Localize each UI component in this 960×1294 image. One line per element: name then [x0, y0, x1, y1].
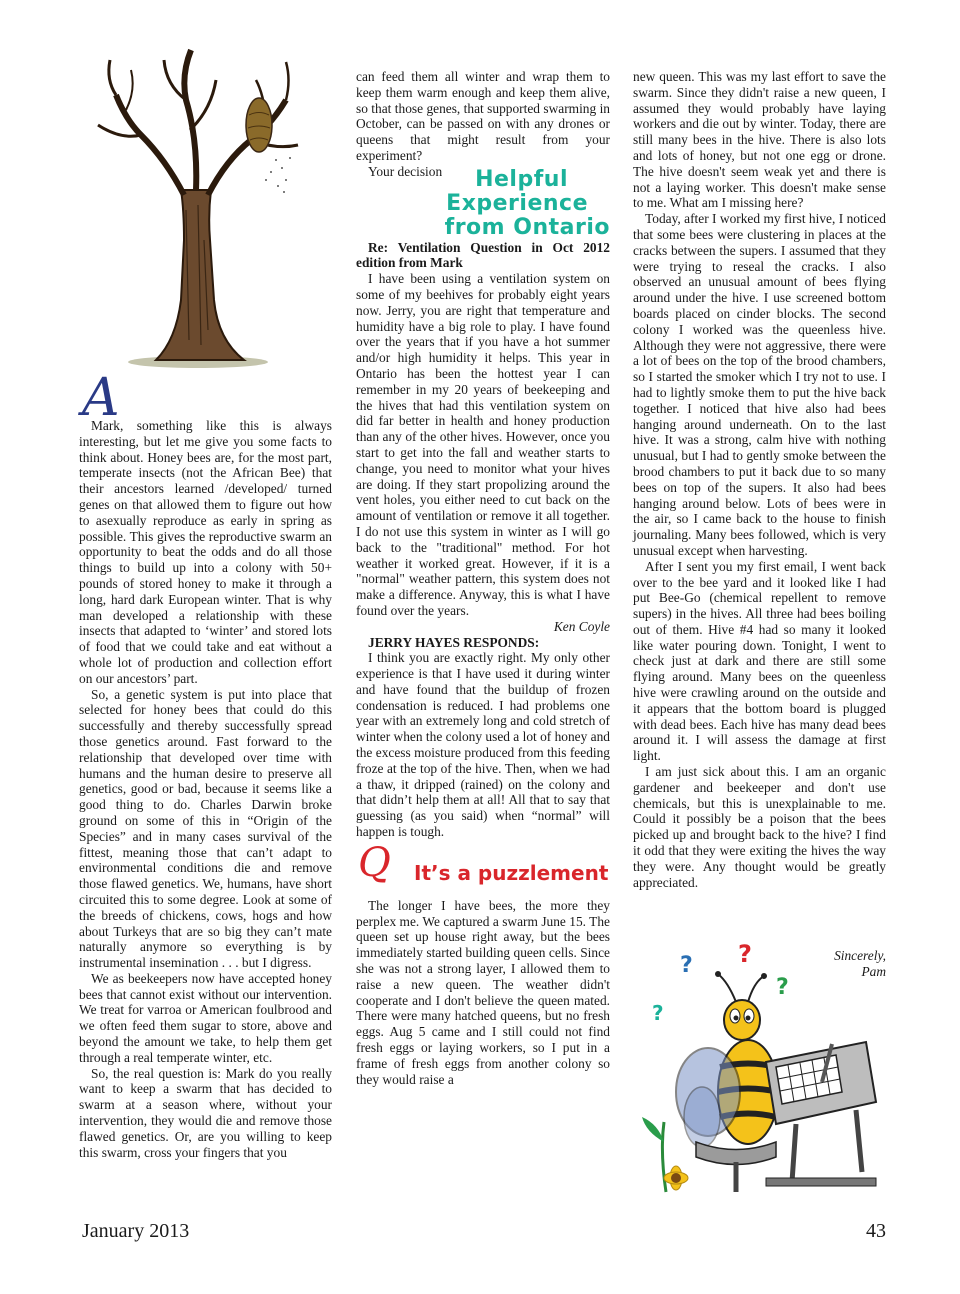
question-text: The longer I have bees, the more they perplex me. We captured a swarm June 15. The queen set up house right away, but the bees immediately started building queen cells. Since she was not a strong layer, I allowed them to raise a new queen. The weather didn't cooperate and I don't believe the queen mated. There were many hatched queens, but no fresh eggs. Aug 5 came and I still could not find fresh eggs or laying workers, so I put in a frame of fresh eggs from another colony so they would raise a — [356, 897, 610, 1087]
paragraph: So, the real question is: Mark do you really want to keep a swarm that has decided to swarm at a season where, without your intervention, they would die and remove those flawed genetics. Or, are you willing to keep this swarm, cross your fingers that you — [79, 1065, 332, 1160]
q-letter: Q — [358, 839, 391, 886]
response-text: I think you are exactly right. My only other experience is that I have used it during winter and have found that the buildup of frozen condensation is reduced. I had problems one year with an extremely long and cold stretch of winter when the colony used a lot of honey and the excess moisture produced from this feeding froze at the top of the hive. Then, when we had a thaw, it dripped (rained) on the colony and that didn’t help them at all! All that to say that guessing (as you said) when “normal” will happen is tough. — [356, 650, 610, 840]
svg-text:?: ? — [652, 1001, 664, 1025]
heading-line: Helpful — [475, 166, 568, 192]
puzzlement-heading — [356, 839, 610, 896]
paragraph: I am just sick about this. I am an organic gardener and beekeeper and don't use chemicals, but this is unexplainable to me. Could it possibly be a poison that the bees picked up and brought back to the hive? I find it odd that they were exiting the hives the way they were. Any thought would be greatly appreciated. — [633, 764, 886, 890]
closing-name: Pam — [861, 964, 886, 979]
drop-cap: A — [82, 368, 120, 428]
q-heading: It’s a puzzlement — [414, 860, 609, 885]
paragraph: new queen. This was my last effort to save the swarm. Since they didn't raise a new queen, I assumed they would probably have laying workers and die out by winter. Today, there are still many bees in the hive. There is also lots and lots of honey, but not one egg or drone. The hive doesn't seem weak yet and there is not a laying worker. This doesn't make sense to me. What am I missing here? — [633, 69, 886, 211]
column-2 — [356, 69, 610, 1087]
heading-line: Experience — [446, 190, 588, 216]
svg-text:?: ? — [680, 953, 693, 978]
paragraph: We as beekeepers now have accepted honey bees that cannot exist without our intervention. We treat for varroa or American foulbrood and we often feed them sugar to store, above and beyond the amount we take, to help them get through a real temperate winter, etc. — [79, 970, 332, 1065]
confused-bee-illustration — [636, 942, 888, 1204]
page-number: 43 — [866, 1220, 886, 1242]
paragraph: Your decision — [368, 163, 443, 179]
letter-text: I have been using a ventilation system on some of my beehives for probably eight years now. Jerry, you are right that temperature and humidity have a big role to play. I have found over the years that if you have a hot summer and/or high humidity it helps. This year in Ontario has been the hottest year I can remember in my 20 years of beekeeping and the hives that had this ventilation system on did far better in health and honey production than any of the other hives. However, once you start to get into the fall and weather starts to change, you need to monitor what your hives are doing. If they start propolizing around the vent holes, you either need to cut back on the amount of ventilation or remove it all together. I do not use this system in winter as I will go back to the "traditional" method. For hot weather it worked great. However, if it is a "normal" weather pattern, this system does not make a difference. Anyway, this is what I have found over the years. — [356, 271, 610, 618]
svg-text:?: ? — [776, 975, 789, 1000]
subhead: Re: Ventilation Question in Oct 2012 edition from Mark — [356, 239, 610, 271]
paragraph: After I sent you my first email, I went back over to the bee yard and it looked like I had put Bee-Go (chemical repellent to remove supers) in the hives. All three had bees boiling out of them. Hive #4 had so many it looked like water pouring down. Tonight, I went to check just at dark and there are still some flying around. Many bees on the queenless hive were crawling around on the outside and it appears that the bottom board is plugged with dead bees. Each hive has many dead bees around it. I will assess the damage at first light. — [633, 558, 886, 764]
paragraph: So, a genetic system is put into place that selected for honey bees that could do this successfully and thereby successfully spread those genetics around. Fast forward to the relationship that developed over time with humans and the human desire to preserve all genetics, good or bad, because it seems like a good thing to do. Charles Darwin broke ground on some of this in “Origin of the Species” and in many cases survival of the fittest, meaning those that can’t adapt to environmental conditions die and remove those flawed genetics. We, humans, have short circuited this to some degree. Look at some of the breeds of chickens, cows, hogs and how about Turkeys that are so big they can’t mate naturally anymore so everything is by instrumental insemination . . . but I digress. — [79, 686, 332, 971]
paragraph: Mark, something like this is always interesting, but let me give you some facts to think about. Honey bees are, for the most part, temperate insects (not the African Bee) that their ancestors learned /developed/ turned genes on that allowed them to figure out how to asexually reproduce as early in spring as possible. This gives the reproductive swarm an opportunity to beat the odds and do all those things to build up into a colony with 50+ pounds of stored honey to make it through a long, hard dark European winter. That is why man developed a relationship with these insects that adapted to ‘winter’ and stored lots of food that we could take and eat without a whole lot of production and collection effort on our ancestors’ part. — [79, 418, 332, 686]
signature: Ken Coyle — [553, 618, 610, 634]
column-3 — [633, 69, 886, 890]
column-1 — [79, 418, 332, 1160]
paragraph: can feed them all winter and wrap them to keep them warm enough and keep them alive, so that those genes, that supported swarming in October, can be passed on with any drones or queens that might result from your experiment? — [356, 69, 610, 163]
response-label: JERRY HAYES RESPONDS: — [368, 634, 540, 650]
svg-text:?: ? — [738, 942, 752, 968]
paragraph: Today, after I worked my first hive, I noticed that some bees were clustering in places at the cracks between the supers. I assumed that they were trying to reseal the cracks. I also observed an unusual amount of bees flying around under the hive. I use screened bottom boards placed on cinder blocks. The second colony I worked was the queenless hive. Although they were not aggressive, there were a lot of bees on the top of the brood chambers, so I started the smoker which I try not to use. I had to lightly smoke them to put the hive back together. I noticed that hive also had bees hanging around underneath. On to the last hive. It was a strong, calm hive with nothing unusual, but I had to gently smoke between the brood chambers to put it back due to so many bees on top of the supers. It also had bees hanging around below. Lots of bees were in the air, so I came back to the house to finish journaling. Many bees followed, which is very unusual except when harvesting. — [633, 211, 886, 558]
heading-line: from Ontario — [444, 214, 610, 240]
footer-date: January 2013 — [82, 1220, 190, 1242]
tree-illustration — [86, 40, 306, 380]
closing-word: Sincerely, — [834, 948, 886, 963]
